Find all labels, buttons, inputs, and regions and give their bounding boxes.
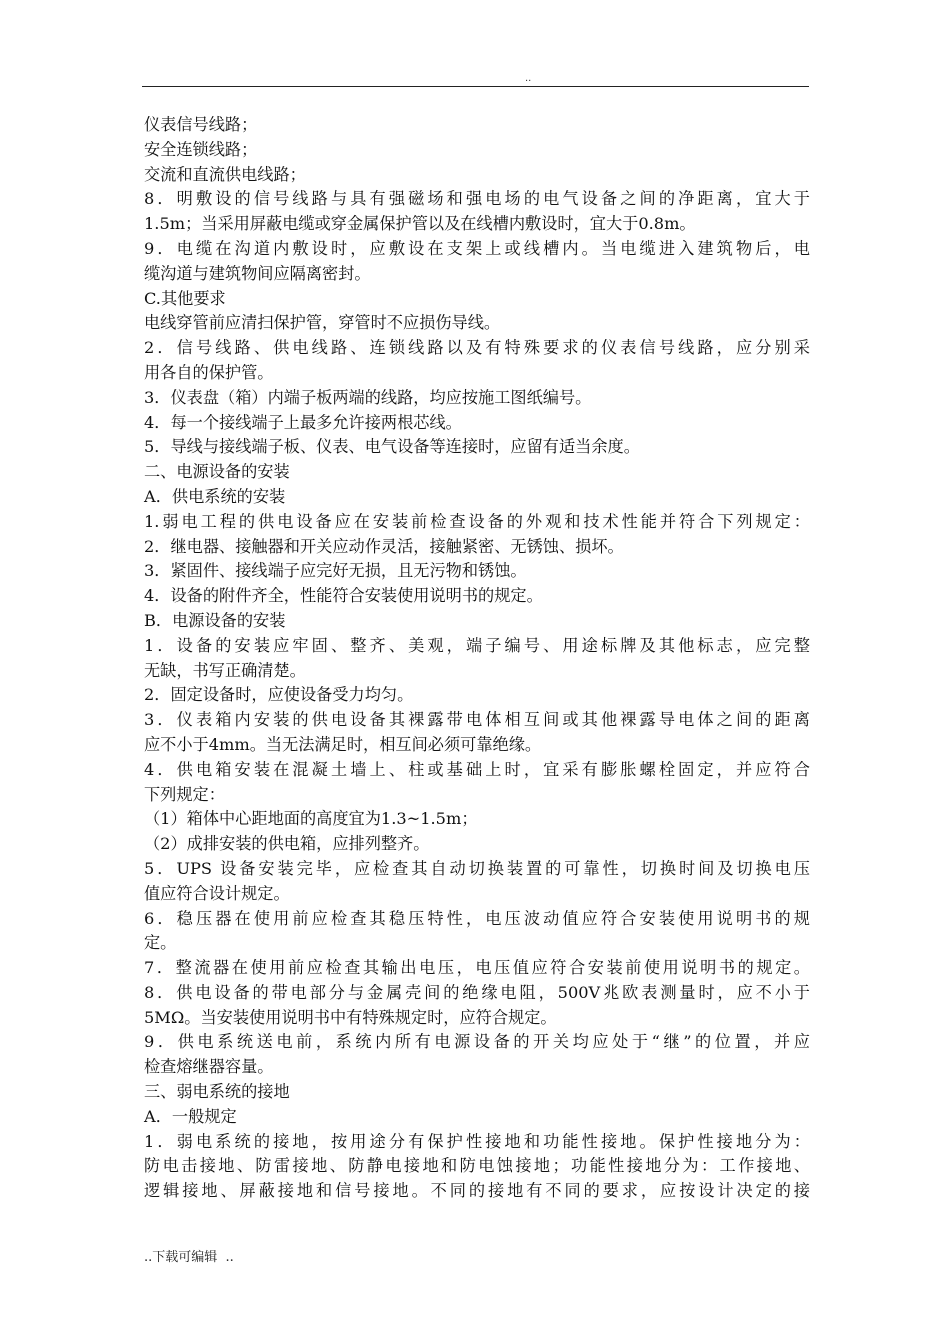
text-line: 2．继电器、接触器和开关应动作灵活，接触紧密、无锈蚀、损坏。 (144, 536, 624, 556)
text-line: A．一般规定 (144, 1106, 237, 1126)
text-line: 5．导线与接线端子板、仪表、电气设备等连接时，应留有适当余度。 (144, 437, 640, 457)
text-line: 防电击接地、防雷接地、防静电接地和防电蚀接地；功能性接地分为：工作接地、 (144, 1156, 810, 1176)
text-line: 1.5m；当采用屏蔽电缆或穿金属保护管以及在线槽内敷设时，宜大于0.8m。 (144, 214, 696, 234)
text-line: 三、弱电系统的接地 (144, 1082, 290, 1102)
page-footer: ..下载可编辑 .. (144, 1250, 234, 1265)
text-line: 4．设备的附件齐全，性能符合安装使用说明书的规定。 (144, 586, 543, 606)
text-line: 定。 (144, 933, 177, 953)
text-line: 应不小于4mm。当无法满足时，相互间必须可靠绝缘。 (144, 734, 542, 754)
text-line: 3．仪表盘（箱）内端子板两端的线路，均应按施工图纸编号。 (144, 387, 592, 407)
text-line: 1．弱电系统的接地，按用途分有保护性接地和功能性接地。保护性接地分为： (144, 1131, 810, 1151)
text-line: 用各自的保护管。 (144, 362, 274, 382)
text-line: 4．供电箱安装在混凝土墙上、柱或基础上时，宜采有膨胀螺栓固定，并应符合 (144, 759, 810, 779)
text-line: 值应符合设计规定。 (144, 883, 290, 903)
text-line: （2）成排安装的供电箱，应排列整齐。 (144, 834, 430, 854)
text-line: 下列规定： (144, 784, 225, 804)
text-line: 逻辑接地、屏蔽接地和信号接地。不同的接地有不同的要求，应按设计决定的接 (144, 1181, 810, 1201)
text-line: 8．供电设备的带电部分与金属壳间的绝缘电阻，500V兆欧表测量时，应不小于 (144, 982, 810, 1002)
text-line: 1．设备的安装应牢固、整齐、美观，端子编号、用途标牌及其他标志，应完整 (144, 635, 810, 655)
text-line: 缆沟道与建筑物间应隔离密封。 (144, 263, 371, 283)
text-line: 4．每一个接线端子上最多允许接两根芯线。 (144, 412, 462, 432)
text-line: （1）箱体中心距地面的高度宜为1.3~1.5m； (144, 809, 478, 829)
header-mark: .. (525, 73, 532, 84)
text-line: 8．明敷设的信号线路与具有强磁场和强电场的电气设备之间的净距离，宜大于 (144, 189, 810, 209)
text-line: 仪表信号线路； (144, 115, 258, 134)
text-line: 6．稳压器在使用前应检查其稳压特性，电压波动值应符合安装使用说明书的规 (144, 908, 810, 928)
text-line: 3．紧固件、接线端子应完好无损，且无污物和锈蚀。 (144, 561, 527, 581)
text-line: B．电源设备的安装 (144, 610, 286, 630)
text-line: 安全连锁线路； (144, 139, 258, 159)
text-line: 5MΩ。当安装使用说明书中有特殊规定时，应符合规定。 (144, 1007, 557, 1027)
text-line: 无缺，书写正确清楚。 (144, 660, 306, 680)
text-line: 9．电缆在沟道内敷设时，应敷设在支架上或线槽内。当电缆进入建筑物后，电 (144, 238, 810, 258)
text-line: 9．供电系统送电前，系统内所有电源设备的开关均应处于“继”的位置，并应 (144, 1032, 810, 1052)
text-line: 1.弱电工程的供电设备应在安装前检查设备的外观和技术性能并符合下列规定： (144, 511, 810, 531)
text-line: 7．整流器在使用前应检查其输出电压，电压值应符合安装前使用说明书的规定。 (144, 958, 810, 978)
document-body (144, 113, 810, 1204)
text-line: 检查熔继器容量。 (144, 1057, 274, 1077)
text-line: 二、电源设备的安装 (144, 462, 290, 482)
text-line: 2．固定设备时，应使设备受力均匀。 (144, 685, 414, 705)
text-line: C.其他要求 (144, 288, 226, 308)
text-line: A．供电系统的安装 (144, 486, 286, 506)
text-line: 5．UPS 设备安装完毕，应检查其自动切换装置的可靠性，切换时间及切换电压 (144, 858, 810, 878)
text-line: 交流和直流供电线路； (144, 164, 306, 184)
text-line: 2．信号线路、供电线路、连锁线路以及有特殊要求的仪表信号线路，应分别采 (144, 338, 810, 358)
text-line: 电线穿管前应清扫保护管，穿管时不应损伤导线。 (144, 313, 501, 333)
text-line: 3．仪表箱内安装的供电设备其裸露带电体相互间或其他裸露导电体之间的距离 (144, 710, 810, 730)
header-rule (142, 86, 809, 87)
